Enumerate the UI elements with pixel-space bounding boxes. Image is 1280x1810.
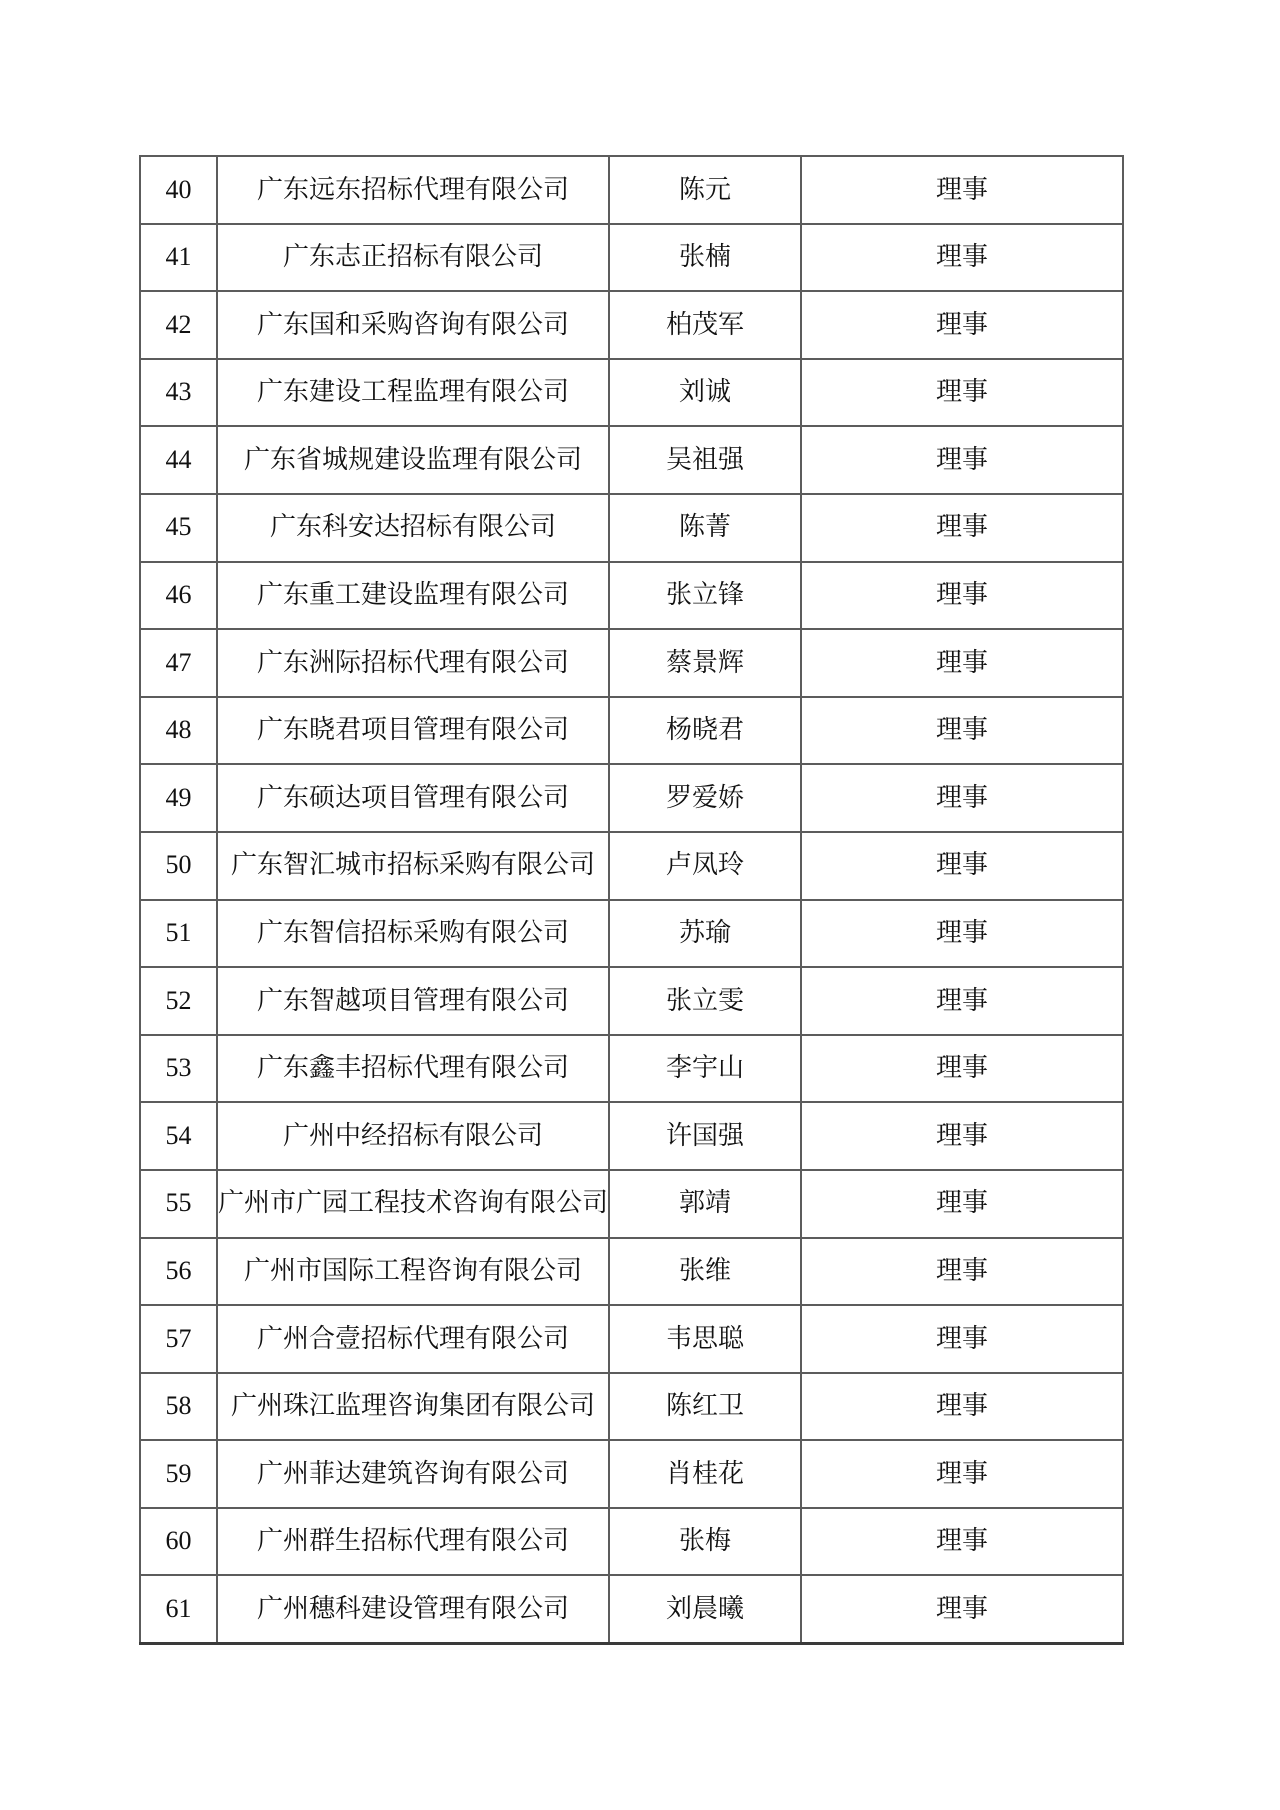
role-cell: 理事 — [801, 1238, 1123, 1306]
row-number-cell: 54 — [140, 1102, 217, 1170]
row-number-cell: 40 — [140, 156, 217, 224]
row-number-cell: 42 — [140, 291, 217, 359]
person-name-cell: 刘晨曦 — [609, 1575, 801, 1643]
company-name-cell: 广东科安达招标有限公司 — [217, 494, 609, 562]
table-row — [140, 494, 1123, 562]
company-name-cell: 广东国和采购咨询有限公司 — [217, 291, 609, 359]
company-name-cell: 广东重工建设监理有限公司 — [217, 562, 609, 630]
table-row — [140, 1238, 1123, 1306]
table-row — [140, 562, 1123, 630]
company-name-cell: 广州珠江监理咨询集团有限公司 — [217, 1373, 609, 1441]
table-row — [140, 629, 1123, 697]
row-number-cell: 43 — [140, 359, 217, 427]
table-row — [140, 1035, 1123, 1103]
person-name-cell: 张梅 — [609, 1508, 801, 1576]
company-name-cell: 广州群生招标代理有限公司 — [217, 1508, 609, 1576]
role-cell: 理事 — [801, 697, 1123, 765]
person-name-cell: 罗爱娇 — [609, 764, 801, 832]
person-name-cell: 李宇山 — [609, 1035, 801, 1103]
member-roster-table-body — [140, 156, 1123, 1643]
person-name-cell: 许国强 — [609, 1102, 801, 1170]
person-name-cell: 陈红卫 — [609, 1373, 801, 1441]
row-number-cell: 45 — [140, 494, 217, 562]
row-number-cell: 41 — [140, 224, 217, 292]
table-row — [140, 1575, 1123, 1643]
row-number-cell: 50 — [140, 832, 217, 900]
role-cell: 理事 — [801, 629, 1123, 697]
company-name-cell: 广东志正招标有限公司 — [217, 224, 609, 292]
person-name-cell: 张楠 — [609, 224, 801, 292]
company-name-cell: 广州菲达建筑咨询有限公司 — [217, 1440, 609, 1508]
company-name-cell: 广东智汇城市招标采购有限公司 — [217, 832, 609, 900]
table-row — [140, 1508, 1123, 1576]
role-cell: 理事 — [801, 426, 1123, 494]
row-number-cell: 48 — [140, 697, 217, 765]
table-row — [140, 426, 1123, 494]
table-row — [140, 1305, 1123, 1373]
row-number-cell: 55 — [140, 1170, 217, 1238]
company-name-cell: 广州合壹招标代理有限公司 — [217, 1305, 609, 1373]
table-row — [140, 764, 1123, 832]
row-number-cell: 61 — [140, 1575, 217, 1643]
company-name-cell: 广东鑫丰招标代理有限公司 — [217, 1035, 609, 1103]
role-cell: 理事 — [801, 224, 1123, 292]
person-name-cell: 张立锋 — [609, 562, 801, 630]
person-name-cell: 张维 — [609, 1238, 801, 1306]
row-number-cell: 47 — [140, 629, 217, 697]
row-number-cell: 49 — [140, 764, 217, 832]
table-row — [140, 291, 1123, 359]
company-name-cell: 广东智越项目管理有限公司 — [217, 967, 609, 1035]
table-row — [140, 1373, 1123, 1441]
person-name-cell: 柏茂军 — [609, 291, 801, 359]
role-cell: 理事 — [801, 1170, 1123, 1238]
company-name-cell: 广州市国际工程咨询有限公司 — [217, 1238, 609, 1306]
row-number-cell: 59 — [140, 1440, 217, 1508]
company-name-cell: 广州中经招标有限公司 — [217, 1102, 609, 1170]
role-cell: 理事 — [801, 967, 1123, 1035]
table-row — [140, 967, 1123, 1035]
role-cell: 理事 — [801, 562, 1123, 630]
person-name-cell: 苏瑜 — [609, 900, 801, 968]
role-cell: 理事 — [801, 494, 1123, 562]
role-cell: 理事 — [801, 832, 1123, 900]
person-name-cell: 刘诚 — [609, 359, 801, 427]
member-roster-table — [139, 155, 1124, 1645]
person-name-cell: 陈元 — [609, 156, 801, 224]
table-row — [140, 359, 1123, 427]
table-row — [140, 1102, 1123, 1170]
role-cell: 理事 — [801, 1508, 1123, 1576]
table-row — [140, 697, 1123, 765]
company-name-cell: 广东硕达项目管理有限公司 — [217, 764, 609, 832]
role-cell: 理事 — [801, 291, 1123, 359]
person-name-cell: 蔡景辉 — [609, 629, 801, 697]
role-cell: 理事 — [801, 1102, 1123, 1170]
row-number-cell: 46 — [140, 562, 217, 630]
company-name-cell: 广东省城规建设监理有限公司 — [217, 426, 609, 494]
person-name-cell: 肖桂花 — [609, 1440, 801, 1508]
role-cell: 理事 — [801, 900, 1123, 968]
company-name-cell: 广东智信招标采购有限公司 — [217, 900, 609, 968]
role-cell: 理事 — [801, 1440, 1123, 1508]
role-cell: 理事 — [801, 1373, 1123, 1441]
row-number-cell: 52 — [140, 967, 217, 1035]
role-cell: 理事 — [801, 1305, 1123, 1373]
row-number-cell: 44 — [140, 426, 217, 494]
table-row — [140, 832, 1123, 900]
row-number-cell: 51 — [140, 900, 217, 968]
role-cell: 理事 — [801, 156, 1123, 224]
table-row — [140, 1440, 1123, 1508]
table-row — [140, 156, 1123, 224]
role-cell: 理事 — [801, 359, 1123, 427]
person-name-cell: 杨晓君 — [609, 697, 801, 765]
table-row — [140, 1170, 1123, 1238]
role-cell: 理事 — [801, 764, 1123, 832]
person-name-cell: 陈菁 — [609, 494, 801, 562]
row-number-cell: 58 — [140, 1373, 217, 1441]
row-number-cell: 60 — [140, 1508, 217, 1576]
row-number-cell: 57 — [140, 1305, 217, 1373]
person-name-cell: 韦思聪 — [609, 1305, 801, 1373]
company-name-cell: 广东晓君项目管理有限公司 — [217, 697, 609, 765]
company-name-cell: 广州穗科建设管理有限公司 — [217, 1575, 609, 1643]
row-number-cell: 53 — [140, 1035, 217, 1103]
company-name-cell: 广东建设工程监理有限公司 — [217, 359, 609, 427]
person-name-cell: 吴祖强 — [609, 426, 801, 494]
table-row — [140, 900, 1123, 968]
company-name-cell: 广东洲际招标代理有限公司 — [217, 629, 609, 697]
table-row — [140, 224, 1123, 292]
company-name-cell: 广州市广园工程技术咨询有限公司 — [217, 1170, 609, 1238]
company-name-cell: 广东远东招标代理有限公司 — [217, 156, 609, 224]
person-name-cell: 张立雯 — [609, 967, 801, 1035]
role-cell: 理事 — [801, 1035, 1123, 1103]
row-number-cell: 56 — [140, 1238, 217, 1306]
person-name-cell: 卢凤玲 — [609, 832, 801, 900]
role-cell: 理事 — [801, 1575, 1123, 1643]
person-name-cell: 郭靖 — [609, 1170, 801, 1238]
